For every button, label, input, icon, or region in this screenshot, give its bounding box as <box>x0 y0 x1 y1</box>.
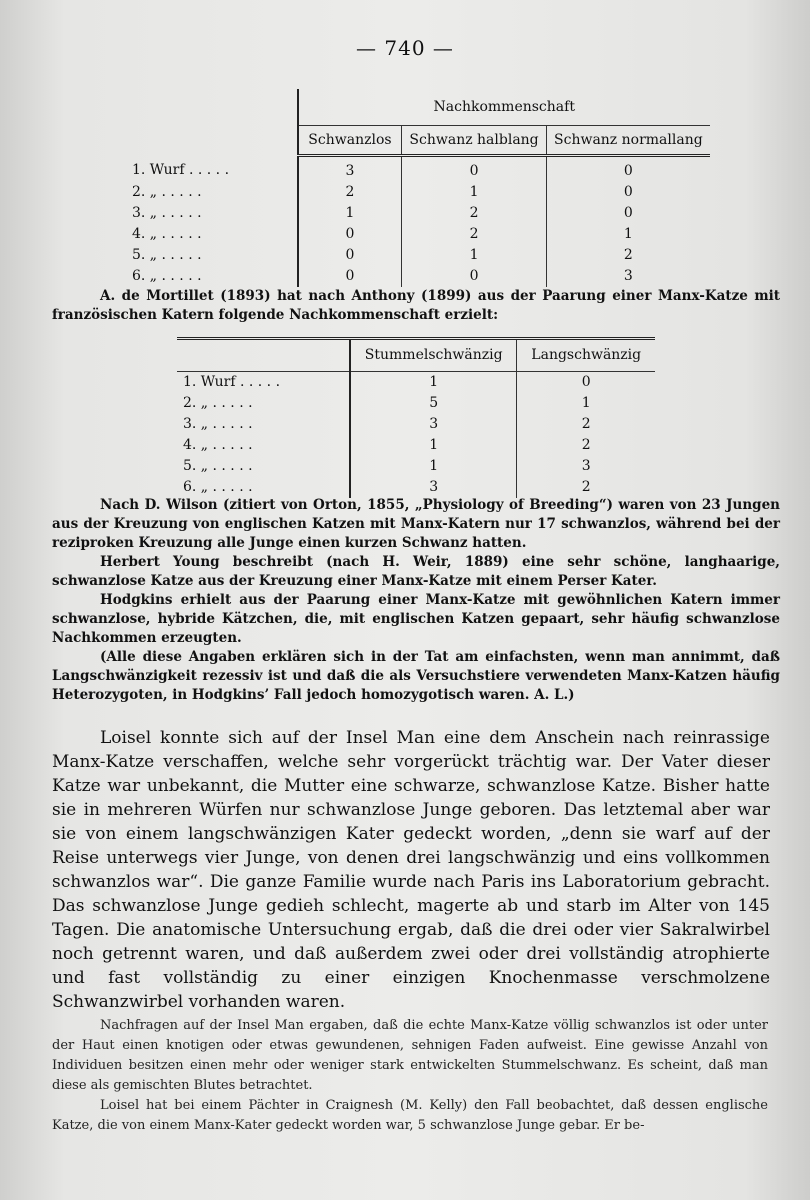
table-super-header-row <box>118 89 710 126</box>
table-cell: 2 <box>402 203 546 224</box>
row-label: 4. „ . . . . . <box>183 437 253 453</box>
table-row <box>118 156 710 183</box>
table-row <box>118 266 710 287</box>
table-cell: 3 <box>546 266 710 287</box>
table-cell: 0 <box>402 266 546 287</box>
table-cell: 3 <box>298 156 402 183</box>
table-cell: 0 <box>546 203 710 224</box>
table-cell: 0 <box>517 372 655 394</box>
row-label: 1. Wurf . . . . . <box>183 374 281 390</box>
paragraph-editor-note: (Alle diese Angaben erklären sich in der Tat am einfachsten, wenn man annimmt, daß Langschwänzigkeit rezessiv ist und daß die als Versuchstiere verwendeten Manx-Katzen häufig Heterozygoten, in Hodgkins’ Fall jedoch homozygotisch waren. A. L.) <box>52 649 780 703</box>
table-cell: 1 <box>298 203 402 224</box>
table-cell: 2 <box>546 245 710 266</box>
row-label: 3. „ . . . . . <box>183 416 253 432</box>
table-row <box>177 372 655 394</box>
super-header: Nachkommenschaft <box>298 89 711 126</box>
table-cell: 2 <box>517 414 655 435</box>
table-cell: 0 <box>546 156 710 183</box>
table-cell: 3 <box>350 477 517 498</box>
table-row <box>118 203 710 224</box>
page-number: — 740 — <box>356 36 454 60</box>
table-header-row <box>177 339 655 372</box>
table-cell: 1 <box>350 456 517 477</box>
paragraph-mortillet: A. de Mortillet (1893) hat nach Anthony (1899) aus der Paarung einer Manx-Katze mit französischen Katern folgende Nachkommenschaft erzielt: <box>52 288 780 323</box>
column-header: Schwanzlos <box>298 126 402 156</box>
paragraph-wilson: Nach D. Wilson (zitiert von Orton, 1855, „Physiology of Breeding“) waren von 23 Jungen aus der Kreuzung von englischen Katzen mit Manx-Katern nur 17 schwanzlos, während bei der reziproken Kreuzung alle Junge einen kurzen Schwanz hatten. <box>52 497 780 551</box>
table-cell: 0 <box>298 266 402 287</box>
small-print-block <box>52 496 780 705</box>
row-label: 3. „ . . . . . <box>132 205 202 221</box>
table-cell: 0 <box>298 245 402 266</box>
table-cell: 2 <box>517 477 655 498</box>
paragraph-loisel: Loisel konnte sich auf der Insel Man eine dem Anschein nach reinrassige Manx-Katze verschaffen, welche sehr vorgerückt trächtig war. Der Vater dieser Katze war unbekannt, die Mutter eine schwarze, schwanzlose Katze. Bisher hatte sie in mehreren Würfen nur schwanzlose Junge geboren. Das letztemal aber war sie von einem langschwänzigen Kater gedeckt worden, „denn sie warf auf der Reise unterwegs vier Junge, von denen drei langschwänzig und eins vollkommen schwanzlos war“. Die ganze Familie wurde nach Paris ins Laboratorium gebracht. Das schwanzlose Junge gedieh schlecht, magerte ab und starb im Alter von 145 Tagen. Die anatomische Untersuchung ergab, daß die drei oder vier Sakralwirbel noch getrennt waren, und daß außerdem zwei oder drei vollständig atrophierte und fast vollständig zu einer einzigen Knochenmasse verschmolzene Schwanzwirbel vorhanden waren. <box>52 728 770 1012</box>
table-cell: 2 <box>517 435 655 456</box>
main-text-block <box>52 726 770 1014</box>
offspring-table-1 <box>118 89 710 287</box>
table-header-row <box>118 126 710 156</box>
table-row <box>177 435 655 456</box>
table-cell: 2 <box>402 224 546 245</box>
row-label: 4. „ . . . . . <box>132 226 202 242</box>
column-header: Schwanz normallang <box>546 126 710 156</box>
paragraph-hodgkins: Hodgkins erhielt aus der Paarung einer Manx-Katze mit gewöhnlichen Katern immer schwanzlose, hybride Kätzchen, die, mit englischen Katzen gepaart, sehr häufig schwanzlose Nachkommen erzeugten. <box>52 592 780 646</box>
table-row <box>177 456 655 477</box>
paragraph-note-2: Loisel hat bei einem Pächter in Craignesh (M. Kelly) den Fall beobachtet, daß dessen englische Katze, die von einem Manx-Kater gedeckt worden war, 5 schwanzlose Junge gebar. Er be- <box>52 1098 768 1133</box>
table-cell: 0 <box>298 224 402 245</box>
row-label: 6. „ . . . . . <box>183 479 253 495</box>
table-cell: 5 <box>350 393 517 414</box>
row-label: 5. „ . . . . . <box>183 458 253 474</box>
table-cell: 1 <box>546 224 710 245</box>
table-cell: 1 <box>402 182 546 203</box>
row-label: 6. „ . . . . . <box>132 268 202 284</box>
table-row <box>118 224 710 245</box>
table-cell: 3 <box>350 414 517 435</box>
column-header: Langschwänzig <box>517 339 655 372</box>
row-label: 1. Wurf . . . . . <box>132 162 230 179</box>
table-cell: 1 <box>402 245 546 266</box>
table-cell: 0 <box>402 156 546 183</box>
notes-block <box>52 1016 768 1136</box>
table-cell: 1 <box>350 372 517 394</box>
paragraph-young: Herbert Young beschreibt (nach H. Weir, 1889) eine sehr schöne, langhaarige, schwanzlose Katze aus der Kreuzung einer Manx-Katze mit einem Perser Kater. <box>52 554 780 589</box>
table-cell: 3 <box>517 456 655 477</box>
table-row <box>177 414 655 435</box>
table-row <box>177 393 655 414</box>
column-header: Stummelschwänzig <box>350 339 517 372</box>
row-label: 2. „ . . . . . <box>183 395 253 411</box>
paragraph-note-1: Nachfragen auf der Insel Man ergaben, daß die echte Manx-Katze völlig schwanzlos ist oder unter der Haut einen knotigen oder etwas gewundenen, sehnigen Faden aufweist. Eine gewisse Anzahl von Individuen besitzen einen mehr oder weniger stark entwickelten Stummelschwanz. Es scheint, daß man diese als gemischten Blutes betrachtet. <box>52 1018 768 1093</box>
offspring-table-2 <box>177 337 655 498</box>
table-row <box>177 477 655 498</box>
table-row <box>118 182 710 203</box>
row-label: 2. „ . . . . . <box>132 184 202 200</box>
table-cell: 2 <box>298 182 402 203</box>
row-label: 5. „ . . . . . <box>132 247 202 263</box>
table-cell: 1 <box>350 435 517 456</box>
table-row <box>118 245 710 266</box>
table-cell: 0 <box>546 182 710 203</box>
table-cell: 1 <box>517 393 655 414</box>
column-header: Schwanz halblang <box>402 126 546 156</box>
